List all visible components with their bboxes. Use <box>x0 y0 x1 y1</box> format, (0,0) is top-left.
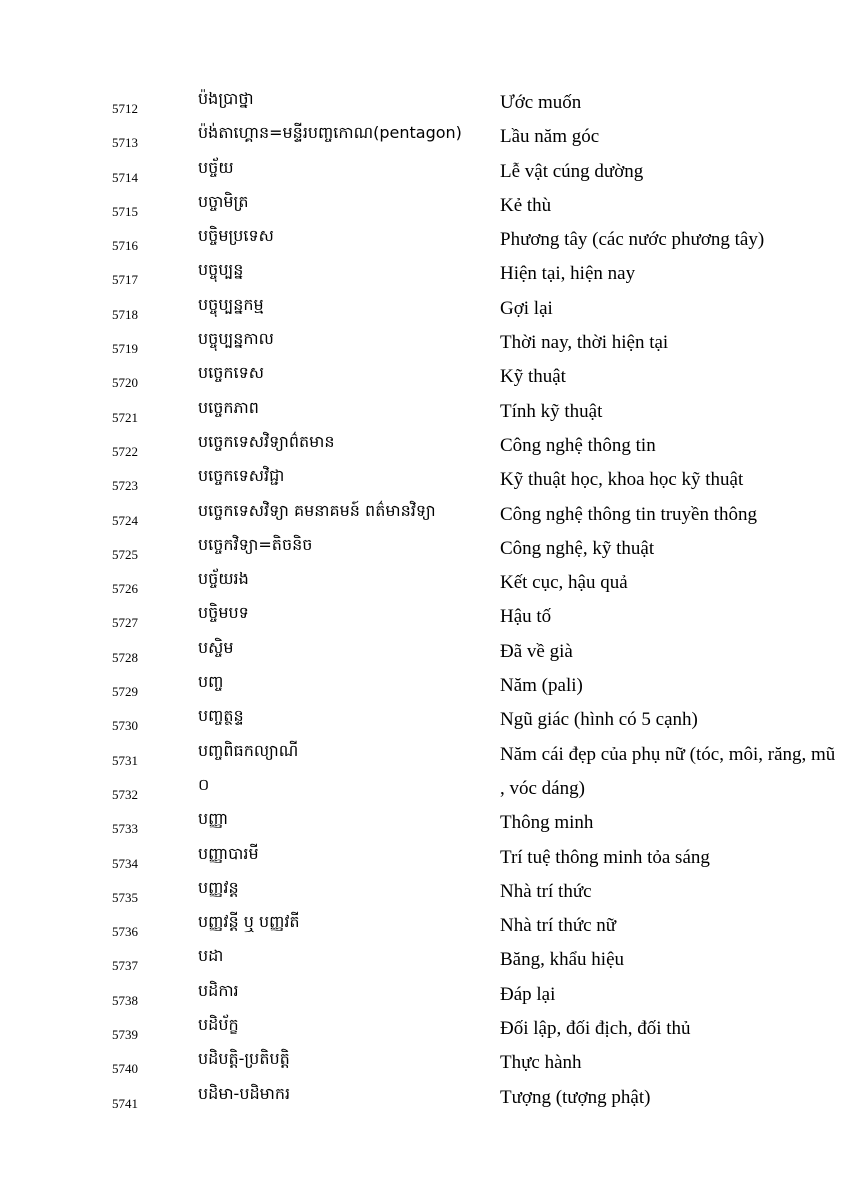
khmer-term: បដិបត្តិ-ប្រតិបត្តិ <box>198 1049 290 1069</box>
khmer-term: បច្ចេកទេសវិទ្យាព៌តមាន <box>198 431 335 451</box>
vietnamese-translation: Băng, khẩu hiệu <box>500 949 625 971</box>
vietnamese-translation: Thực hành <box>500 1052 582 1074</box>
entry-row <box>0 256 848 290</box>
khmer-term: បច្ចេកវិទ្យា=តិចនិច <box>198 534 313 554</box>
entry-row <box>0 1011 848 1045</box>
khmer-term: បញ្ចត្ថន្ទ <box>198 706 244 726</box>
vietnamese-translation: Công nghệ, kỹ thuật <box>500 537 655 559</box>
vietnamese-translation: Năm cái đẹp của phụ nữ (tóc, môi, răng, mũ <box>500 743 836 765</box>
vietnamese-translation: Nhà trí thức <box>500 880 592 902</box>
vietnamese-translation: Ngũ giác (hình có 5 cạnh) <box>500 709 698 731</box>
entry-number: 5712 <box>112 101 138 116</box>
entry-number: 5726 <box>112 581 138 597</box>
entry-number: 5724 <box>112 512 138 528</box>
khmer-term: បស្ចិម <box>198 637 234 657</box>
khmer-term: ប៉ង់តាហ្គោន=មន្ទីរបញ្ចកោណ(pentagon) <box>198 123 462 143</box>
entry-number: 5714 <box>112 169 138 185</box>
vietnamese-translation: Lầu năm góc <box>500 126 600 148</box>
entry-row <box>0 531 848 565</box>
entry-number: 5741 <box>112 1095 138 1111</box>
entry-row <box>0 565 848 599</box>
vietnamese-translation: Lễ vật cúng dường <box>500 160 644 182</box>
vietnamese-translation: Ước muốn <box>500 92 582 113</box>
khmer-term: បដិការ <box>198 980 239 1000</box>
khmer-term: បច្ច័យរង <box>198 569 249 589</box>
entry-row <box>0 737 848 771</box>
vietnamese-translation: Kỹ thuật <box>500 366 566 388</box>
vietnamese-translation: Kỹ thuật học, khoa học kỹ thuật <box>500 469 744 491</box>
khmer-term: បញ្ចពិធកល្យាណី <box>198 740 299 760</box>
entry-row <box>0 599 848 633</box>
vietnamese-translation: , vóc dáng) <box>500 777 585 799</box>
entry-row <box>0 497 848 531</box>
entry-number: 5730 <box>112 718 138 734</box>
khmer-term: បច្ចុប្បន្នកាល <box>198 329 274 349</box>
khmer-term: បដិប័ក្ខ <box>198 1015 239 1035</box>
entry-row <box>0 874 848 908</box>
vietnamese-translation: Đã về già <box>500 640 573 662</box>
khmer-term: ០ <box>198 774 210 794</box>
vietnamese-translation: Gợi lại <box>500 297 553 319</box>
entry-row <box>0 668 848 702</box>
entry-row <box>0 359 848 393</box>
khmer-term: បញ្ញវន្ត <box>198 877 239 897</box>
entry-number: 5735 <box>112 889 138 905</box>
khmer-term: បញ្ច <box>198 672 224 692</box>
entry-number: 5716 <box>112 238 138 254</box>
vietnamese-translation: Hiện tại, hiện nay <box>500 263 636 285</box>
entry-number: 5738 <box>112 992 138 1008</box>
entry-row <box>0 291 848 325</box>
khmer-term: បច្ចេកទេសវិជ្ជា <box>198 466 285 486</box>
khmer-term: បដា <box>198 946 224 966</box>
khmer-term: បដិមា-បដិមាករ <box>198 1083 291 1103</box>
entry-row <box>0 325 848 359</box>
khmer-term: បច្ចេកទេសវិទ្យា គមនាគមន៍ ពត៌មានវិទ្យា <box>198 500 436 520</box>
khmer-term: ប៉ងប្រាថ្នា <box>198 89 254 108</box>
entry-row <box>0 85 848 119</box>
entry-number: 5739 <box>112 1027 138 1043</box>
entry-number: 5736 <box>112 924 138 940</box>
entry-row <box>0 394 848 428</box>
vietnamese-translation: Thời nay, thời hiện tại <box>500 332 669 354</box>
entry-number: 5740 <box>112 1061 138 1077</box>
entry-row <box>0 634 848 668</box>
entry-number: 5725 <box>112 546 138 562</box>
entry-row <box>0 462 848 496</box>
entry-row <box>0 977 848 1011</box>
vietnamese-translation: Công nghệ thông tin truyền thông <box>500 503 758 525</box>
khmer-term: បច្ច័យ <box>198 157 234 177</box>
entry-row <box>0 702 848 736</box>
entry-list <box>0 85 848 1114</box>
entry-row <box>0 119 848 153</box>
vietnamese-translation: Trí tuệ thông minh tỏa sáng <box>500 846 710 868</box>
vietnamese-translation: Kết cục, hậu quả <box>500 572 628 594</box>
entry-number: 5729 <box>112 684 138 700</box>
entry-number: 5717 <box>112 272 138 288</box>
khmer-term: បច្ចាមិត្រ <box>198 191 249 211</box>
vietnamese-translation: Công nghệ thông tin <box>500 434 656 456</box>
entry-row <box>0 840 848 874</box>
entry-number: 5727 <box>112 615 138 631</box>
vietnamese-translation: Kẻ thù <box>500 194 552 216</box>
entry-row <box>0 154 848 188</box>
entry-number: 5737 <box>112 958 138 974</box>
entry-row <box>0 942 848 976</box>
khmer-term: បញ្ញាបារមី <box>198 843 259 863</box>
vietnamese-translation: Đối lập, đối địch, đối thủ <box>500 1018 691 1040</box>
vietnamese-translation: Nhà trí thức nữ <box>500 915 617 937</box>
entry-number: 5733 <box>112 821 138 837</box>
vietnamese-translation: Năm (pali) <box>500 675 583 697</box>
entry-number: 5723 <box>112 478 138 494</box>
entry-number: 5728 <box>112 649 138 665</box>
entry-row <box>0 908 848 942</box>
entry-number: 5721 <box>112 409 138 425</box>
entry-row <box>0 222 848 256</box>
entry-number: 5718 <box>112 306 138 322</box>
khmer-term: បច្ចិមបទ <box>198 603 249 623</box>
entry-row <box>0 428 848 462</box>
vietnamese-translation: Tượng (tượng phật) <box>500 1086 651 1108</box>
khmer-term: បច្ចេកទេស <box>198 363 265 383</box>
entry-number: 5715 <box>112 203 138 219</box>
vietnamese-translation: Thông minh <box>500 812 594 834</box>
vietnamese-translation: Phương tây (các nước phương tây) <box>500 229 765 251</box>
khmer-term: បច្ចុប្បន្ន <box>198 260 244 280</box>
entry-number: 5722 <box>112 443 138 459</box>
entry-row <box>0 188 848 222</box>
entry-row <box>0 771 848 805</box>
khmer-term: បច្ចុប្បន្នកម្ម <box>198 294 264 314</box>
entry-row <box>0 1045 848 1079</box>
entry-number: 5720 <box>112 375 138 391</box>
entry-number: 5732 <box>112 786 138 802</box>
entry-number: 5719 <box>112 341 138 357</box>
khmer-term: បញ្ញា <box>198 809 229 829</box>
entry-number: 5713 <box>112 135 138 151</box>
khmer-term: បច្ចិមប្រទេស <box>198 226 274 246</box>
entry-row <box>0 805 848 839</box>
vietnamese-translation: Hậu tố <box>500 606 552 628</box>
khmer-term: បច្ចេកភាព <box>198 397 259 417</box>
entry-number: 5734 <box>112 855 138 871</box>
vietnamese-translation: Tính kỹ thuật <box>500 400 603 422</box>
entry-number: 5731 <box>112 752 138 768</box>
khmer-term: បញ្ញវន្តី ឬ បញ្ញវតី <box>198 912 300 932</box>
vietnamese-translation: Đáp lại <box>500 983 556 1005</box>
entry-row <box>0 1080 848 1114</box>
